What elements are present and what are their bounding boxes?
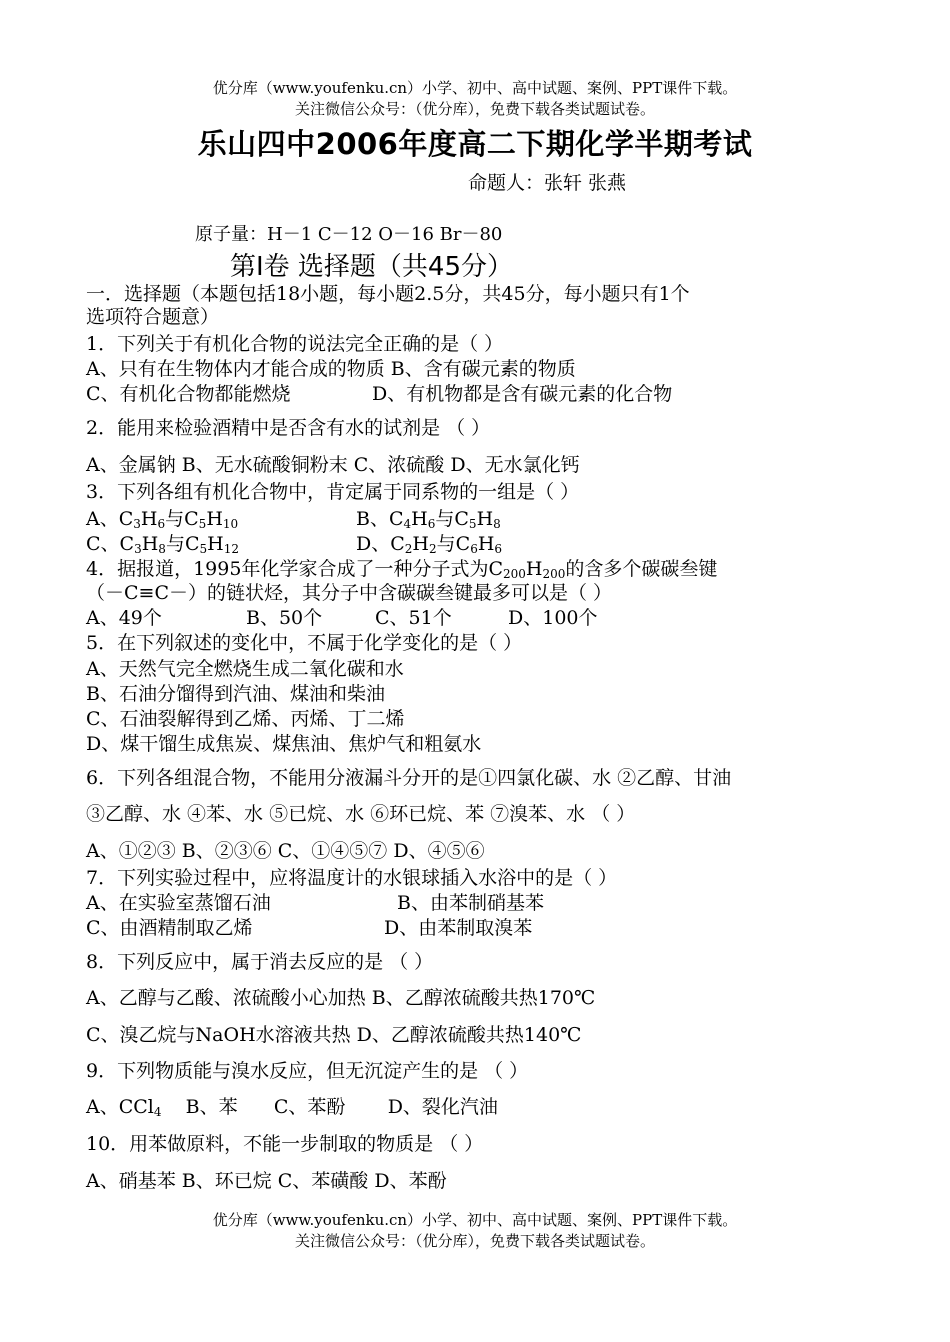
- q4-option-d: D、100个: [508, 607, 598, 629]
- header-line-1: 优分库（www.youfenku.cn）小学、初中、高中试题、案例、PPT课件下载。: [212, 79, 738, 97]
- q5-option-d: D、煤干馏生成焦炭、煤焦油、焦炉气和粗氨水: [86, 733, 482, 755]
- q3-option-a: A、$C_3H_6$与$C_5H_{10}$: [86, 508, 239, 531]
- q5-option-c: C、石油裂解得到乙烯、丙烯、丁二烯: [86, 708, 405, 730]
- q9-options: A、CCl$_4$ B、苯 C、苯酚 D、裂化汽油: [86, 1096, 498, 1119]
- q5-option-a: A、天然气完全燃烧生成二氧化碳和水: [86, 658, 404, 680]
- q3-stem: 3．下列各组有机化合物中，肯定属于同系物的一组是（ ）: [86, 481, 580, 503]
- instructions-line-2: 选项符合题意）: [86, 306, 220, 328]
- q7-stem: 7．下列实验过程中，应将温度计的水银球插入水浴中的是（ ）: [86, 867, 618, 889]
- q3-option-d: D、$C_2H_2$与$C_6H_6$: [356, 533, 503, 556]
- instructions-line-1: 一．选择题（本题包括18小题，每小题2.5分，共45分，每小题只有1个: [86, 283, 690, 305]
- q2-stem: 2．能用来检验酒精中是否含有水的试剂是 （ ）: [86, 417, 491, 439]
- header-line-2: 关注微信公众号：（优分库），免费下载各类试题试卷。: [294, 100, 655, 118]
- atomic-mass-line: 原子量：H－1 C－12 O－16 Br－80: [195, 224, 503, 245]
- q7-option-c: C、由酒精制取乙烯: [86, 917, 253, 939]
- q7-option-a: A、在实验室蒸馏石油: [86, 892, 271, 914]
- q5-option-b: B、石油分馏得到汽油、煤油和柴油: [86, 683, 385, 705]
- q6-options: A、①②③ B、②③⑥ C、①④⑤⑦ D、④⑤⑥: [86, 840, 485, 862]
- q4-option-b: B、50个: [246, 607, 323, 629]
- q4-option-c: C、51个: [375, 607, 452, 629]
- q6-stem: 6．下列各组混合物，不能用分液漏斗分开的是①四氯化碳、水 ②乙醇、甘油: [86, 767, 732, 789]
- q7-option-d: D、由苯制取溴苯: [384, 917, 533, 939]
- q4-option-a: A、49个: [86, 607, 162, 629]
- footer-line-2: 关注微信公众号：（优分库），免费下载各类试题试卷。: [294, 1232, 655, 1250]
- q8-options-ab: A、乙醇与乙酸、浓硫酸小心加热 B、乙醇浓硫酸共热170℃: [86, 987, 596, 1009]
- section-title: 第Ⅰ卷 选择题（共45分）: [230, 252, 514, 282]
- exam-author: 命题人：张轩 张燕: [468, 172, 627, 194]
- footer-line-1: 优分库（www.youfenku.cn）小学、初中、高中试题、案例、PPT课件下载。: [212, 1211, 738, 1229]
- q2-options: A、金属钠 B、无水硫酸铜粉末 C、浓硫酸 D、无水氯化钙: [86, 454, 580, 476]
- q8-options-cd: C、溴乙烷与NaOH水溶液共热 D、乙醇浓硫酸共热140℃: [86, 1024, 582, 1046]
- q1-option-c: C、有机化合物都能燃烧: [86, 383, 291, 405]
- q7-option-b: B、由苯制硝基苯: [397, 892, 544, 914]
- q9-stem: 9．下列物质能与溴水反应，但无沉淀产生的是 （ ）: [86, 1060, 529, 1082]
- q5-stem: 5．在下列叙述的变化中，不属于化学变化的是（ ）: [86, 632, 523, 654]
- exam-title: 乐山四中2006年度高二下期化学半期考试: [197, 127, 753, 161]
- q3-option-b: B、$C_4H_6$与$C_5H_8$: [356, 508, 501, 531]
- q1-stem: 1．下列关于有机化合物的说法完全正确的是（ ）: [86, 333, 504, 355]
- q10-options: A、硝基苯 B、环已烷 C、苯磺酸 D、苯酚: [86, 1170, 447, 1192]
- q3-option-c: C、$C_3H_8$与$C_5H_{12}$: [86, 533, 239, 556]
- q6-stem-line-2: ③乙醇、水 ④苯、水 ⑤已烷、水 ⑥环已烷、苯 ⑦溴苯、水 （ ）: [86, 803, 636, 825]
- q1-options-ab: A、只有在生物体内才能合成的物质 B、含有碳元素的物质: [86, 358, 576, 380]
- q4-stem: 4．据报道，1995年化学家合成了一种分子式为$C_{200}H_{200}$的含多个碳碳叁键: [86, 558, 718, 581]
- q1-option-d: D、有机物都是含有碳元素的化合物: [372, 383, 673, 405]
- q8-stem: 8．下列反应中，属于消去反应的是 （ ）: [86, 951, 434, 973]
- q10-stem: 10．用苯做原料，不能一步制取的物质是 （ ）: [86, 1133, 484, 1155]
- q4-stem-line-2: （－C≡C－）的链状烃，其分子中含碳碳叁键最多可以是（ ）: [86, 582, 613, 604]
